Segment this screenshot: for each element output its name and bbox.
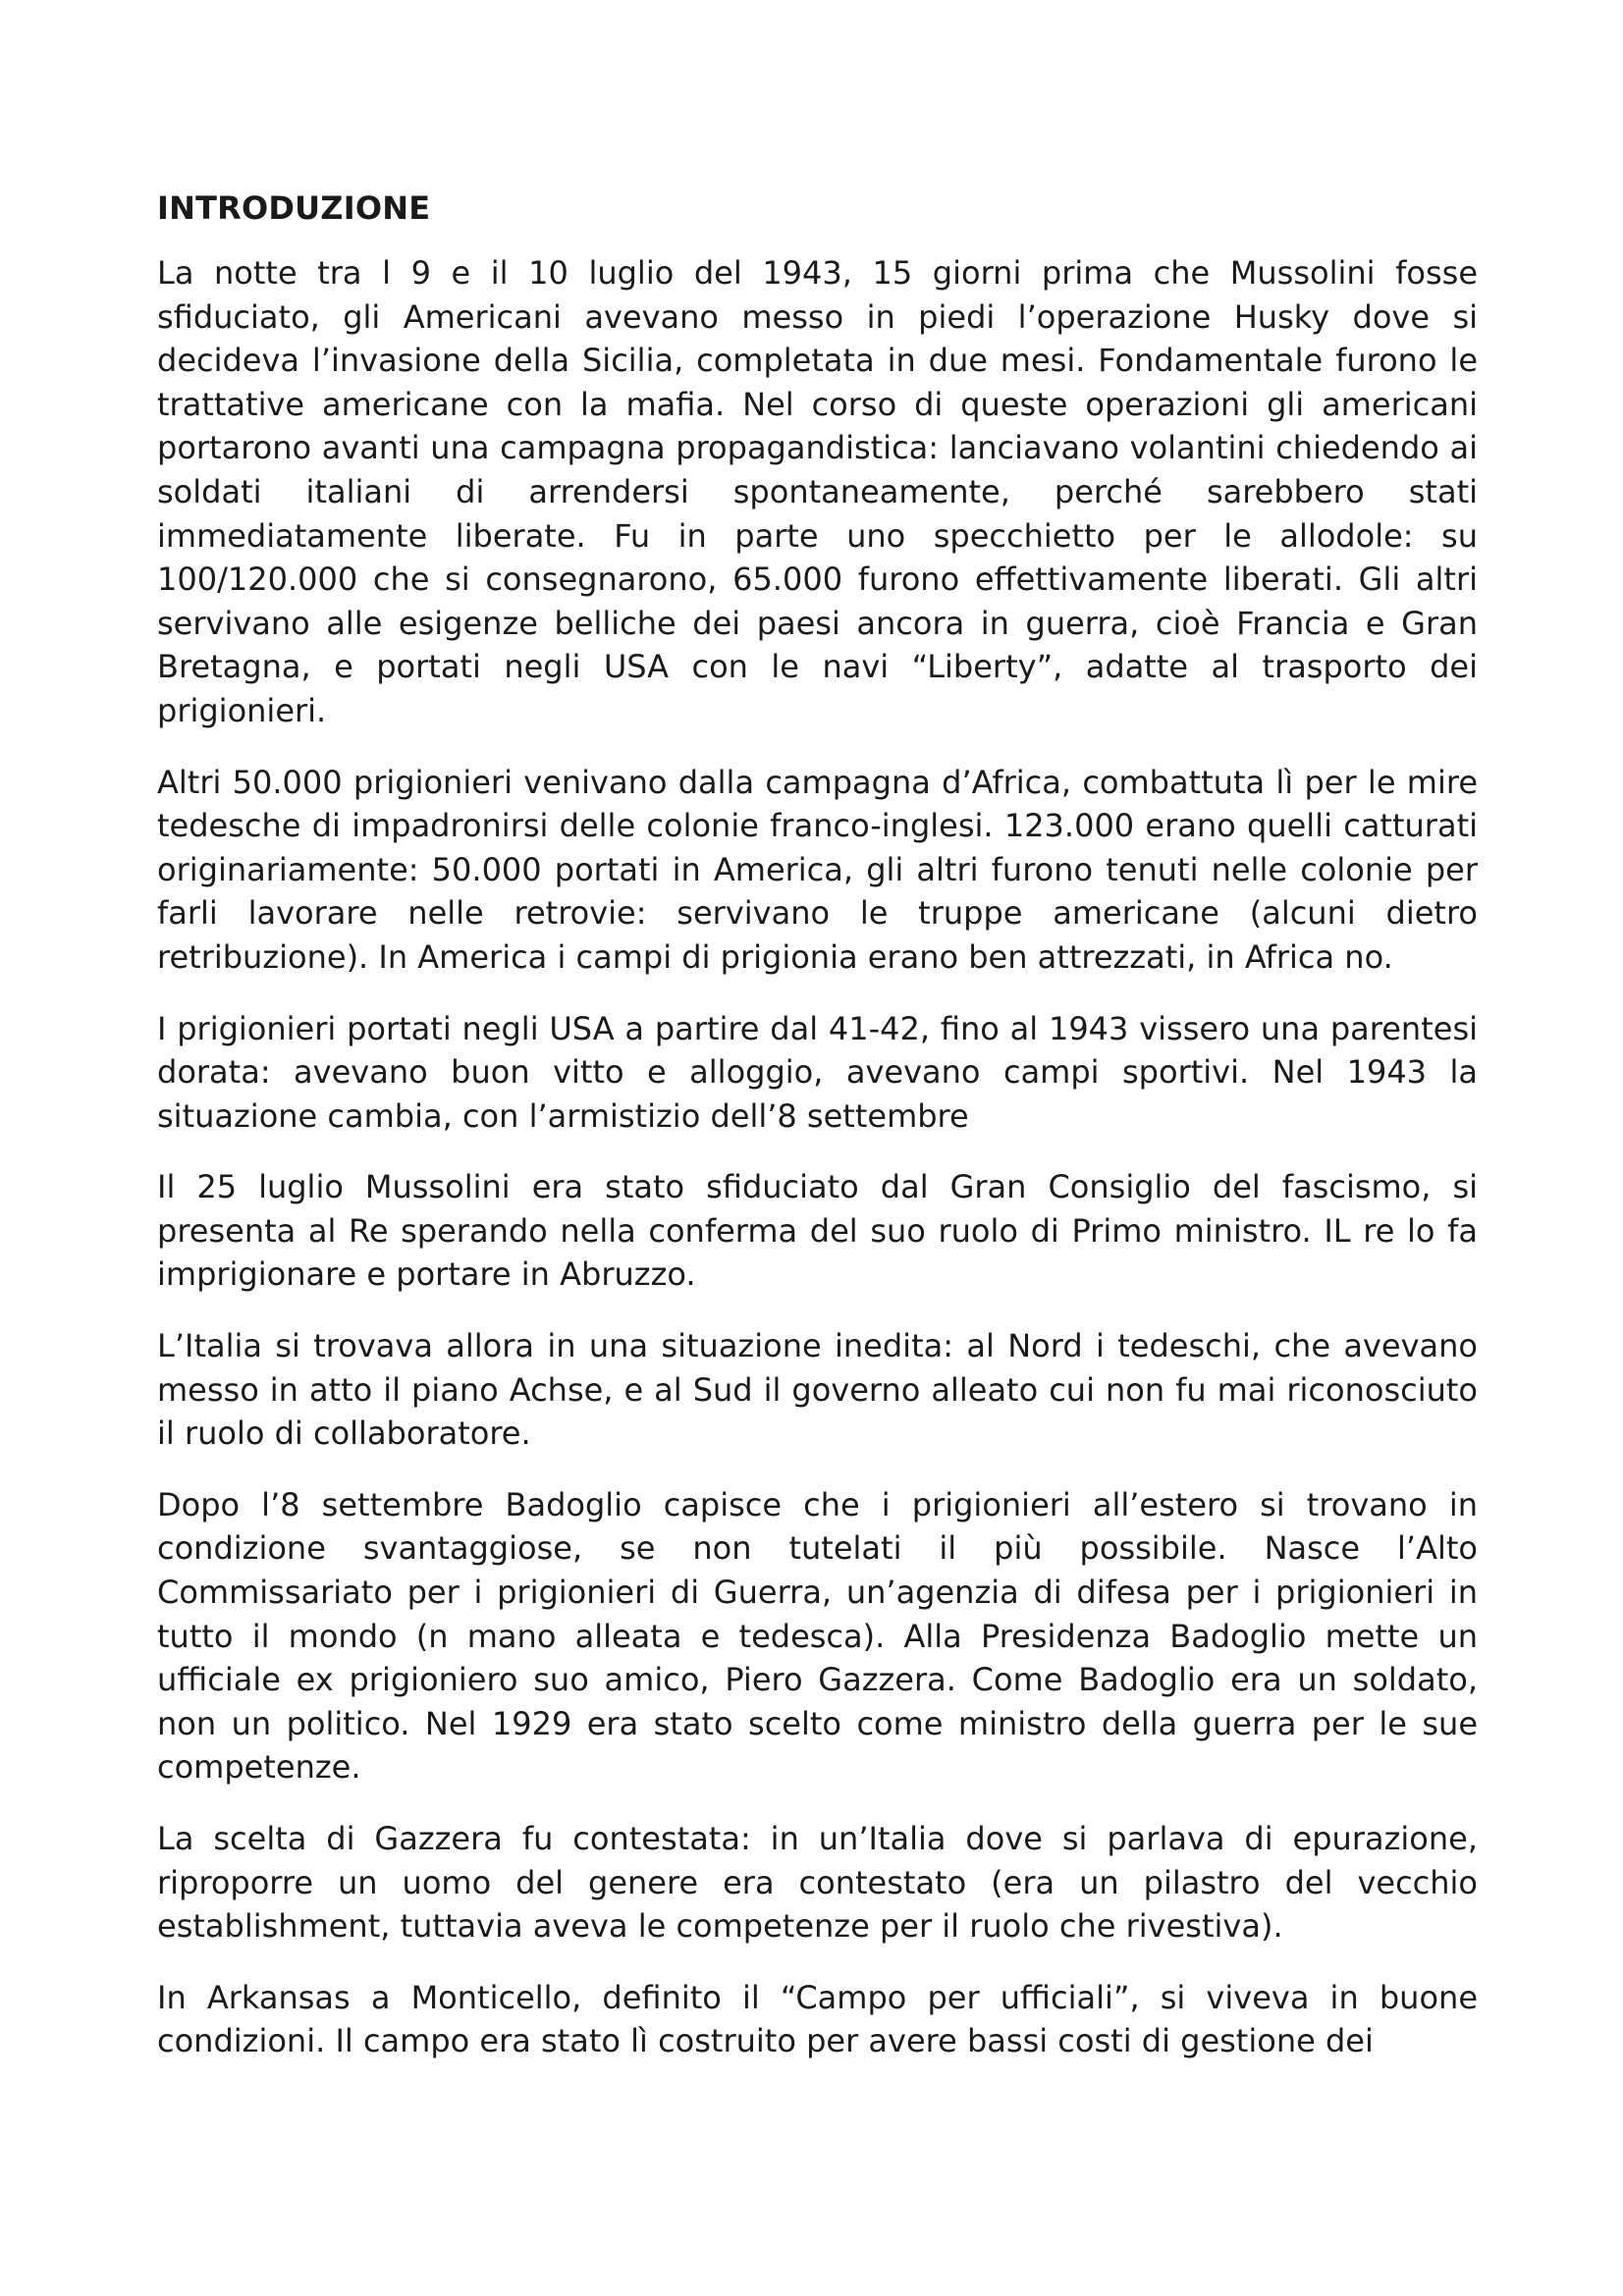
paragraph-7: La scelta di Gazzera fu contestata: in un’Italia dove si parlava di epurazione, riproporre un uomo del genere era contestato (era un pilastro del vecchio establishment, tuttavia aveva le competenze per il ruolo che rivestiva). [157,1820,1478,1946]
section-heading: INTRODUZIONE [157,189,431,227]
paragraph-1: La notte tra l 9 e il 10 luglio del 1943, 15 giorni prima che Mussolini fosse sfiduciato, gli Americani avevano messo in piedi l’operazione Husky dove si decideva l’invasione della Sicilia, completata in due mesi. Fondamentale furono le trattative americane con la mafia. Nel corso di queste operazioni gli americani portarono avanti una campagna propagandistica: lanciavano volantini chiedendo ai soldati italiani di arrendersi spontaneamente, perché sarebbero stati immediatamente liberate. Fu in parte uno specchietto per le allodole: su 100/120.000 che si consegnarono, 65.000 furono effettivamente liberati. Gli altri servivano alle esigenze belliche dei paesi ancora in guerra, cioè Francia e Gran Bretagna, e portati negli USA con le navi “Liberty”, adatte al trasporto dei prigionieri. [157,254,1478,729]
paragraph-5: L’Italia si trovava allora in una situazione inedita: al Nord i tedeschi, che avevano messo in atto il piano Achse, e al Sud il governo alleato cui non fu mai riconosciuto il ruolo di collaboratore. [157,1327,1478,1453]
paragraph-8: In Arkansas a Monticello, definito il “Campo per ufficiali”, si viveva in buone condizioni. Il campo era stato lì costruito per avere bassi costi di gestione dei [157,1978,1478,2060]
paragraph-3: I prigionieri portati negli USA a partire dal 41-42, fino al 1943 vissero una parentesi dorata: avevano buon vitto e alloggio, avevano campi sportivi. Nel 1943 la situazione cambia, con l’armistizio dell’8 settembre [157,1009,1478,1135]
document-body [157,188,1478,2091]
paragraph-4: Il 25 luglio Mussolini era stato sfiduciato dal Gran Consiglio del fascismo, si presenta al Re sperando nella conferma del suo ruolo di Primo ministro. IL re lo fa imprigionare e portare in Abruzzo. [157,1168,1478,1294]
paragraph-6: Dopo l’8 settembre Badoglio capisce che i prigionieri all’estero si trovano in condizione svantaggiose, se non tutelati il più possibile. Nasce l’Alto Commissariato per i prigionieri di Guerra, un’agenzia di difesa per i prigionieri in tutto il mondo (n mano alleata e tedesca). Alla Presidenza Badoglio mette un ufficiale ex prigioniero suo amico, Piero Gazzera. Come Badoglio era un soldato, non un politico. Nel 1929 era stato scelto come ministro della guerra per le sue competenze. [157,1485,1478,1787]
paragraph-2: Altri 50.000 prigionieri venivano dalla campagna d’Africa, combattuta lì per le mire tedesche di impadronirsi delle colonie franco-inglesi. 123.000 erano quelli catturati originariamente: 50.000 portati in America, gli altri furono tenuti nelle colonie per farli lavorare nelle retrovie: servivano le truppe americane (alcuni dietro retribuzione). In America i campi di prigionia erano ben attrezzati, in Africa no. [157,763,1478,976]
